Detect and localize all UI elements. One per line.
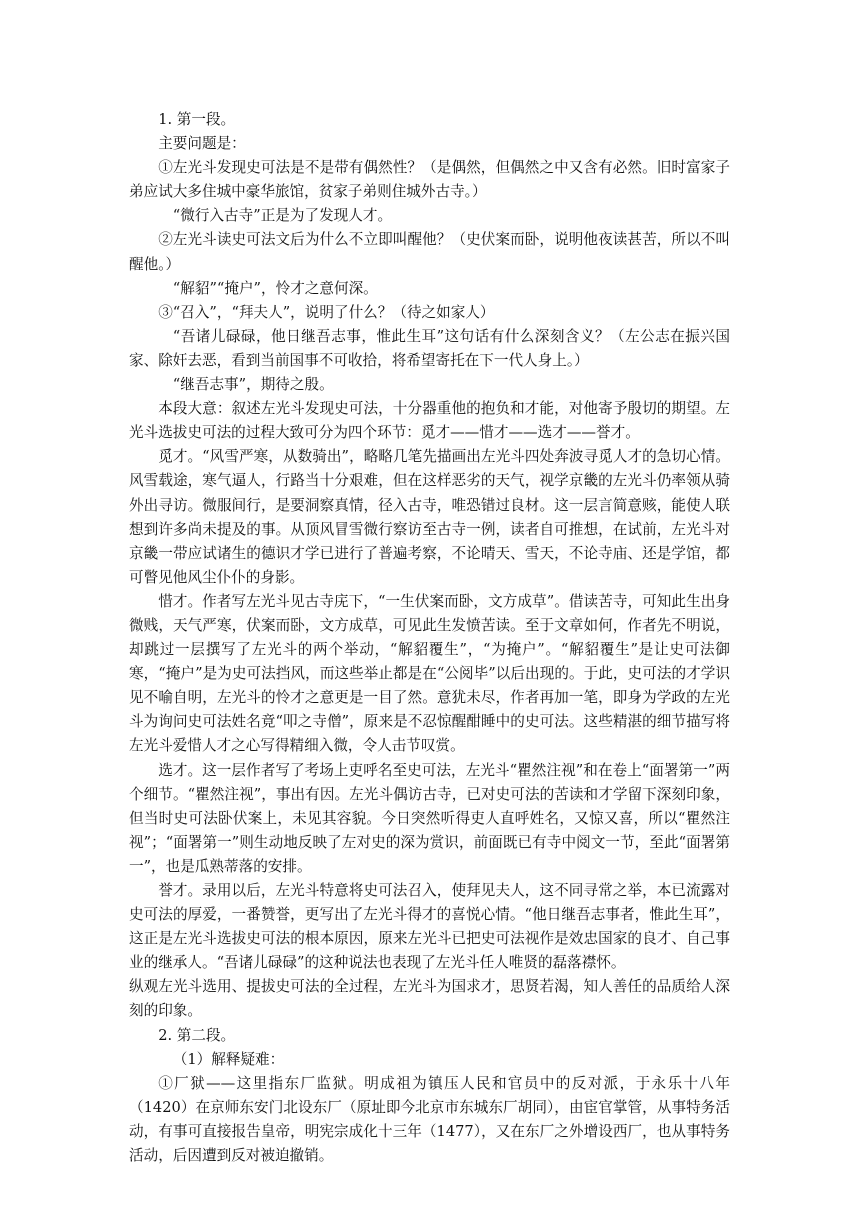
paragraph-question-1: ①左光斗发现史可法是不是带有偶然性？（是偶然，但偶然之中又含有必然。旧时富家子弟应试大多住城中豪华旅馆，贫家子弟则住城外古寺。） [129,159,730,201]
sub-heading-main-questions: 主要问题是： [158,135,246,153]
paragraph-note-1: “微行入古寺”正是为了发现人才。 [172,207,393,225]
paragraph-find-talent: 觅才。“风雪严寒，从数骑出”，略略几笔先描画出左光斗四处奔波寻觅人才的急切心情。风雪载途，寒气逼人，行路当十分艰难，但在这样恶劣的天气，视学京畿的左光斗仍率领从骑外出寻访。微服间行，是要洞察真情，径入古寺，唯恐错过良材。这一层言简意赅，能使人联想到许多尚未提及的事。从顶风冒雪微行察访至古寺一例，读者自可推想，在试前，左光斗对京畿一带应试诸生的德识才学已进行了普遍考察，不论晴天、雪天，不论寺庙、还是学馆，都可瞥见他风尘仆仆的身影。 [129,448,730,586]
paragraph-overview: 纵观左光斗选用、提拔史可法的全过程，左光斗为国求才，思贤若渴，知人善任的品质给人深刻的印象。 [129,978,730,1020]
paragraph-question-4: “吾诸儿碌碌，他日继吾志事，惟此生耳”这句话有什么深刻含义？（左公志在振兴国家、除奸去恶，看到当前国事不可收拾，将希望寄托在下一代人身上。） [129,327,730,369]
paragraph-summary: 本段大意：叙述左光斗发现史可法，十分器重他的抱负和才能，对他寄予殷切的期望。左光斗选拔史可法的过程大致可分为四个环节：觅才——惜才——选才——誉才。 [129,400,730,442]
section-heading-2: 2. 第二段。 [158,1026,236,1044]
paragraph-question-2: ②左光斗读史可法文后为什么不立即叫醒他？（史伏案而卧，说明他夜读甚苦，所以不叫醒他。） [129,231,730,273]
paragraph-cherish-talent: 惜才。作者写左光斗见古寺庑下，“一生伏案而卧，文方成草”。借读苦寺，可知此生出身微贱，天气严寒，伏案而卧，文方成草，可见此生发愤苦读。至于文章如何，作者先不明说，却跳过一层撰写了左光斗的两个举动，“解貂覆生”，“为掩户”。“解貂覆生”是让史可法御寒，“掩户”是为史可法挡风，而这些举止都是在“公阅毕”以后出现的。于此，史可法的才学识见不喻自明，左光斗的怜才之意更是一目了然。意犹未尽，作者再加一笔，即身为学政的左光斗为询问史可法姓名竟“叩之寺僧”，原来是不忍惊醒酣睡中的史可法。这些精湛的细节描写将左光斗爱惜人才之心写得精细入微，令人击节叹赏。 [129,592,730,755]
sub-heading-explain-difficulties: （1）解释疑难： [172,1050,285,1068]
paragraph-note-2: “解貂”“掩户”，怜才之意何深。 [172,279,378,297]
paragraph-east-depot-prison: ①厂狱——这里指东厂监狱。明成祖为镇压人民和官员中的反对派，于永乐十八年（1420）在京师东安门北设东厂（原址即今北京市东城东厂胡同），由宦官掌管，从事特务活动，有事可直接报告皇帝，明宪宗成化十三年（1477），又在东厂之外增设西厂，也从事特务活动，后因遭到反对被迫撤销。 [129,1074,730,1165]
paragraph-question-3: ③“召入”，“拜夫人”，说明了什么？（待之如家人） [158,303,495,321]
paragraph-praise-talent: 誉才。录用以后，左光斗特意将史可法召入，使拜见夫人，这不同寻常之举，本已流露对史可法的厚爱，一番赞誉，更写出了左光斗得才的喜悦心情。“他日继吾志事者，惟此生耳”，这正是左光斗选拔史可法的根本原因，原来左光斗已把史可法视作是效忠国家的良才、自己事业的继承人。“吾诸儿碌碌”的这种说法也表现了左光斗任人唯贤的磊落襟怀。 [129,882,730,972]
section-heading-1: 1. 第一段。 [158,111,236,128]
paragraph-note-3: “继吾志事”，期待之殷。 [172,376,334,394]
paragraph-select-talent: 选才。这一层作者写了考场上吏呼名至史可法，左光斗“瞿然注视”和在卷上“面署第一”两个细节。“瞿然注视”，事出有因。左光斗偶访古寺，已对史可法的苦读和才学留下深刻印象，但当时史可法卧伏案上，未见其容貌。今日突然听得吏人直呼姓名，又惊又喜，所以“瞿然注视”；“面署第一”则生动地反映了左对史的深为赏识，前面既已有寺中阅文一节，至此“面署第一”，也是瓜熟蒂落的安排。 [129,761,730,875]
